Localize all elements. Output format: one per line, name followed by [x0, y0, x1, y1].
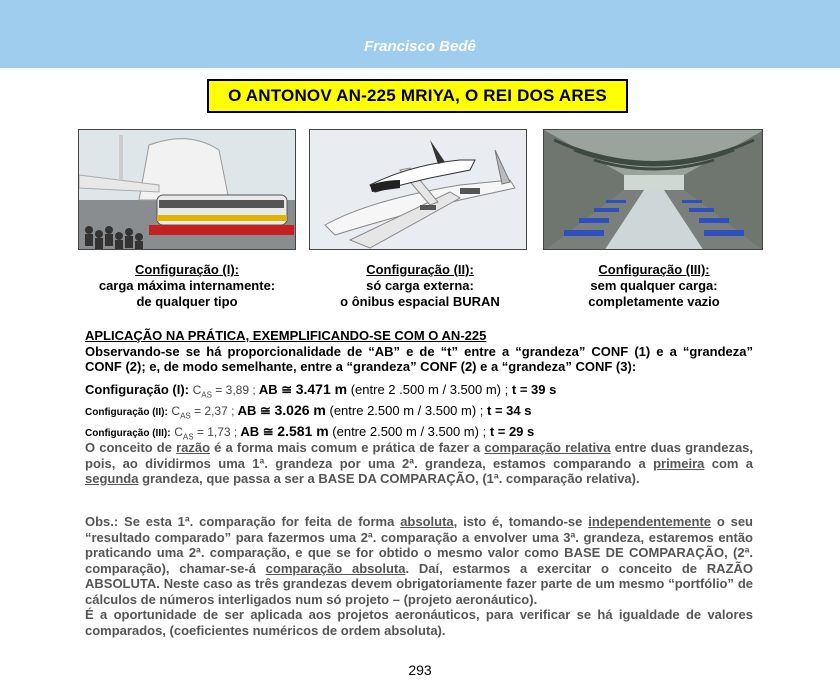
ab-prefix: AB ≅: [240, 423, 274, 439]
ab-prefix: AB ≅: [237, 402, 271, 418]
t-value: t = 34 s: [487, 402, 532, 418]
cas-value: $C_{AS} = 2,37$ ;: [171, 403, 235, 421]
section-intro: Observando-se se há proporcionalidade de “AB” e de “t” entre a “grandeza” CONF (1) e a “grandeza” CONF (2); e, de modo semelhante, entre a “grandeza” CONF (2) e a “grandeza” CONF (3):: [85, 343, 753, 374]
caption-line: sem qualquer carga:: [590, 278, 718, 293]
t-value: t = 39 s: [511, 382, 557, 397]
caption-config-1: [67, 262, 307, 310]
config-label: Configuração (III):: [85, 427, 171, 439]
photo-cargo-loading: [78, 129, 296, 250]
config-label: Configuração (II):: [85, 406, 168, 418]
cas-value: $C_{AS} = 3,89$ ;: [192, 383, 256, 400]
photo-empty-hold: [543, 129, 763, 250]
cas-value: $C_{AS} = 1,73$ ;: [174, 424, 238, 442]
header-bar: [0, 0, 840, 68]
caption-title: Configuração (I):: [135, 262, 239, 277]
range-text: (entre 2.500 m / 3.500 m) ;: [329, 402, 484, 418]
caption-config-2: [300, 262, 540, 310]
ab-prefix: AB ≅: [258, 382, 293, 397]
caption-line: completamente vazio: [588, 294, 720, 309]
page-number: 293: [408, 662, 432, 678]
section-heading: APLICAÇÃO NA PRÁTICA, EXEMPLIFICANDO-SE COM O AN-225: [85, 328, 487, 343]
page-title: O ANTONOV AN-225 MRIYA, O REI DOS ARES: [207, 79, 628, 113]
caption-title: Configuração (II):: [366, 262, 474, 277]
caption-line: de qualquer tipo: [136, 294, 238, 309]
application-section: [85, 328, 753, 375]
author-name: Francisco Bedê: [364, 38, 476, 55]
caption-line: carga máxima internamente:: [98, 278, 276, 293]
ab-value: 2.581 m: [277, 422, 329, 439]
config-row-1: [85, 382, 753, 403]
paragraph-observation: Obs.: Se esta 1ª. comparação for feita de forma absoluta, isto é, tomando-se independentemente o seu “resultado comparado” para fazermos uma 2ª. comparação a envolver uma 3ª. grandeza, estaremos então praticando uma 2ª. comparação, e que se for obtido o mesmo valor como BASE DE COMPARAÇÃO, (2ª. comparação), chamar-se-á comparação absoluta. Daí, estarmos a exercitar o conceito de RAZÃO ABSOLUTA. Neste caso as três grandezas devem obrigatoriamente fazer parte de um mesmo “portfólio” de cálculos de números interligados num só projeto – (projeto aeronáutico). É a oportunidade de ser aplicada aos projetos aeronáuticos, para verificar se há igualdade de valores comparados, (coeficientes numéricos de ordem absoluta).: [85, 514, 754, 638]
config-label: Configuração (I):: [85, 382, 189, 397]
caption-config-3: [534, 262, 774, 310]
photo-buran-carrier: [309, 129, 527, 250]
ab-value: 3.026 m: [274, 401, 326, 418]
config-list: [85, 382, 753, 445]
t-value: t = 29 s: [489, 423, 535, 439]
range-text: (entre 2.500 m / 3.500 m) ;: [332, 423, 487, 439]
paragraph-ratio-concept: O conceito de razão é a forma mais comum e prática de fazer a comparação relativa entre duas grandezas, pois, ao dividirmos uma 1ª. grandeza por uma 2ª. grandeza, estamos comparando a primeira com a segunda grandeza, que passa a ser a BASE DA COMPARAÇÃO, (1ª. comparação relativa).: [85, 440, 754, 486]
caption-line: só carga externa:: [366, 278, 474, 293]
caption-line: o ônibus espacial BURAN: [340, 294, 500, 309]
range-text: (entre 2 .500 m / 3.500 m) ;: [350, 382, 509, 397]
caption-title: Configuração (III):: [598, 262, 710, 277]
config-row-2: [85, 403, 753, 424]
ab-value: 3.471 m: [295, 381, 348, 397]
